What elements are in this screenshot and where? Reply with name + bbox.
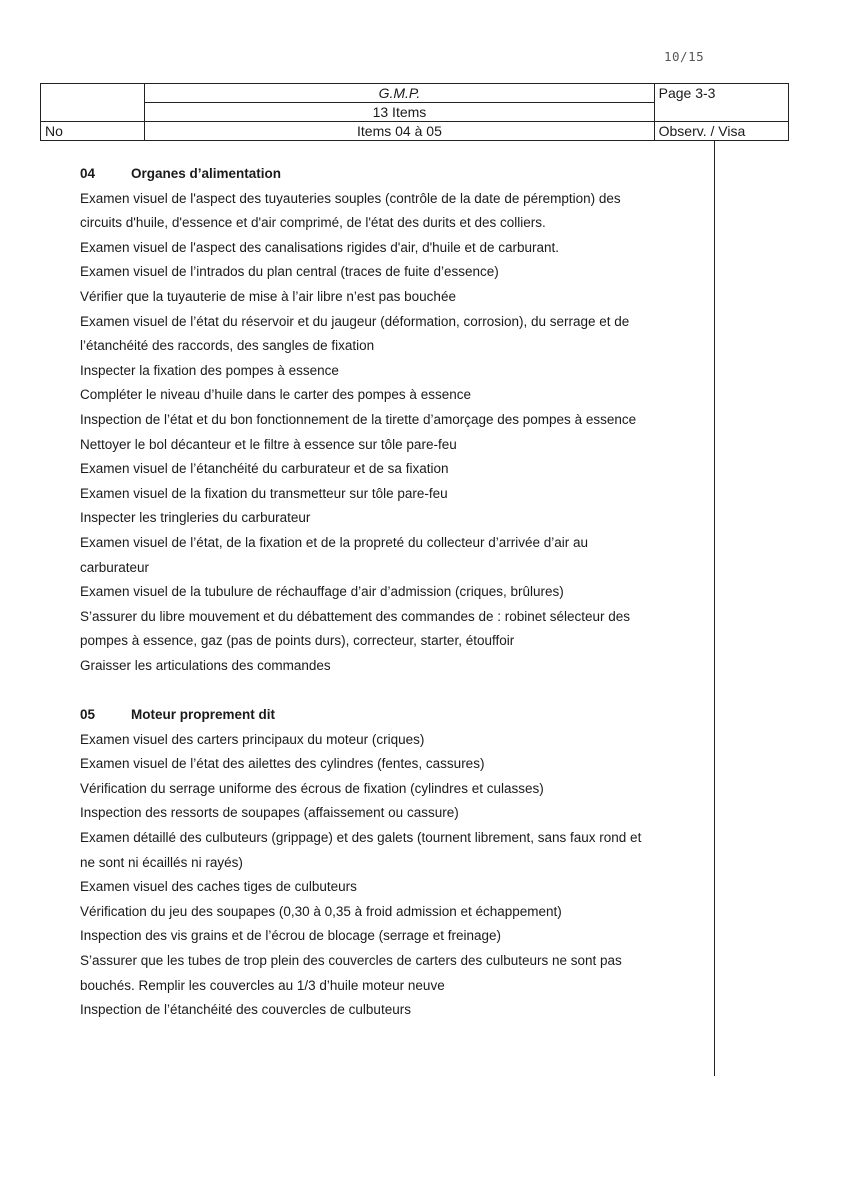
header-cell-empty: [41, 84, 145, 103]
checklist-line: Nettoyer le bol décanteur et le filtre à essence sur tôle pare-feu: [80, 436, 457, 452]
document-title: G.M.P.: [145, 84, 654, 103]
section-heading: [80, 162, 700, 187]
checklist-content: [80, 162, 700, 1023]
checklist-line: Examen visuel de l’intrados du plan central (traces de fuite d’essence): [80, 264, 499, 280]
checklist-line: l’étanchéité des raccords, des sangles de fixation: [80, 338, 375, 354]
checklist-line: Inspection de l’étanchéité des couvercles de culbuteurs: [80, 1002, 411, 1018]
column-header-items: Items 04 à 05: [145, 122, 654, 141]
checklist-line: Examen visuel de la tubulure de réchauffage d’air d’admission (criques, brûlures): [80, 584, 564, 600]
section-number: 04: [80, 166, 96, 181]
header-cell-empty: [41, 103, 145, 122]
checklist-line: Examen visuel de l’état des ailettes des cylindres (fentes, cassures): [80, 756, 485, 772]
column-header-no: No: [41, 122, 145, 141]
document-header-table: [40, 83, 789, 141]
section-items-05: [80, 728, 700, 1023]
checklist-line: Inspection des vis grains et de l’écrou de blocage (serrage et freinage): [80, 928, 501, 944]
checklist-line: Compléter le niveau d’huile dans le carter des pompes à essence: [80, 387, 471, 403]
checklist-line: Examen visuel de l’étanchéité du carburateur et de sa fixation: [80, 461, 449, 477]
section-title: Moteur proprement dit: [131, 707, 275, 723]
checklist-line: Examen visuel de l'aspect des canalisations rigides d'air, d'huile et de carburant.: [80, 239, 560, 255]
checklist-line: Examen visuel de l’état, de la fixation et de la propreté du collecteur d’arrivée d’air au: [80, 534, 589, 550]
section-title: Organes d’alimentation: [131, 166, 282, 181]
checklist-line: Vérifier que la tuyauterie de mise à l’air libre n’est pas bouchée: [80, 288, 456, 304]
checklist-line: Inspecter les tringleries du carburateur: [80, 510, 311, 526]
column-header-observ-visa: Observ. / Visa: [654, 122, 788, 141]
page-reference: Page 3-3: [654, 84, 788, 103]
section-number: 05: [80, 707, 96, 723]
checklist-line: Examen visuel des carters principaux du moteur (criques): [80, 731, 425, 747]
section-items-04: [80, 187, 700, 679]
checklist-line: Inspection de l’état et du bon fonctionnement de la tirette d’amorçage des pompes à essence: [80, 411, 637, 427]
header-cell-empty: [654, 103, 788, 122]
checklist-line: Vérification du serrage uniforme des écrous de fixation (cylindres et culasses): [80, 780, 544, 796]
header-row-count: [41, 103, 789, 122]
checklist-line: Inspection des ressorts de soupapes (affaissement ou cassure): [80, 805, 459, 821]
page-counter: 10/15: [664, 49, 705, 64]
observation-column-divider: [714, 141, 715, 1076]
checklist-line: Vérification du jeu des soupapes (0,30 à 0,35 à froid admission et échappement): [80, 903, 562, 919]
checklist-line: Examen visuel de l’état du réservoir et du jaugeur (déformation, corrosion), du serrage et de: [80, 313, 630, 329]
section-heading: [80, 703, 700, 728]
checklist-line: Examen visuel des caches tiges de culbuteurs: [80, 879, 357, 895]
items-count: 13 Items: [145, 103, 654, 122]
checklist-line: Inspecter la fixation des pompes à essence: [80, 362, 339, 378]
checklist-line: Examen visuel de la fixation du transmetteur sur tôle pare-feu: [80, 485, 448, 501]
checklist-line: pompes à essence, gaz (pas de points durs), correcteur, starter, étouffoir: [80, 633, 515, 649]
checklist-line: S’assurer du libre mouvement et du débattement des commandes de : robinet sélecteur des: [80, 608, 631, 624]
checklist-line: S’assurer que les tubes de trop plein des couvercles de carters des culbuteurs ne sont pas: [80, 953, 622, 968]
header-row-columns: [41, 122, 789, 141]
header-row-title: [41, 84, 789, 103]
checklist-line: circuits d'huile, d'essence et d'air comprimé, de l'état des durits et des colliers.: [80, 215, 546, 231]
checklist-line: Graisser les articulations des commandes: [80, 657, 331, 673]
section-spacer: [80, 678, 700, 703]
checklist-line: bouchés. Remplir les couvercles au 1/3 d’huile moteur neuve: [80, 977, 445, 993]
checklist-line: Examen détaillé des culbuteurs (grippage) et des galets (tournent librement, sans faux rond et: [80, 830, 642, 846]
checklist-line: carburateur: [80, 559, 150, 575]
checklist-line: ne sont ni écaillés ni rayés): [80, 854, 243, 870]
checklist-line: Examen visuel de l'aspect des tuyauteries souples (contrôle de la date de péremption) des: [80, 190, 621, 206]
